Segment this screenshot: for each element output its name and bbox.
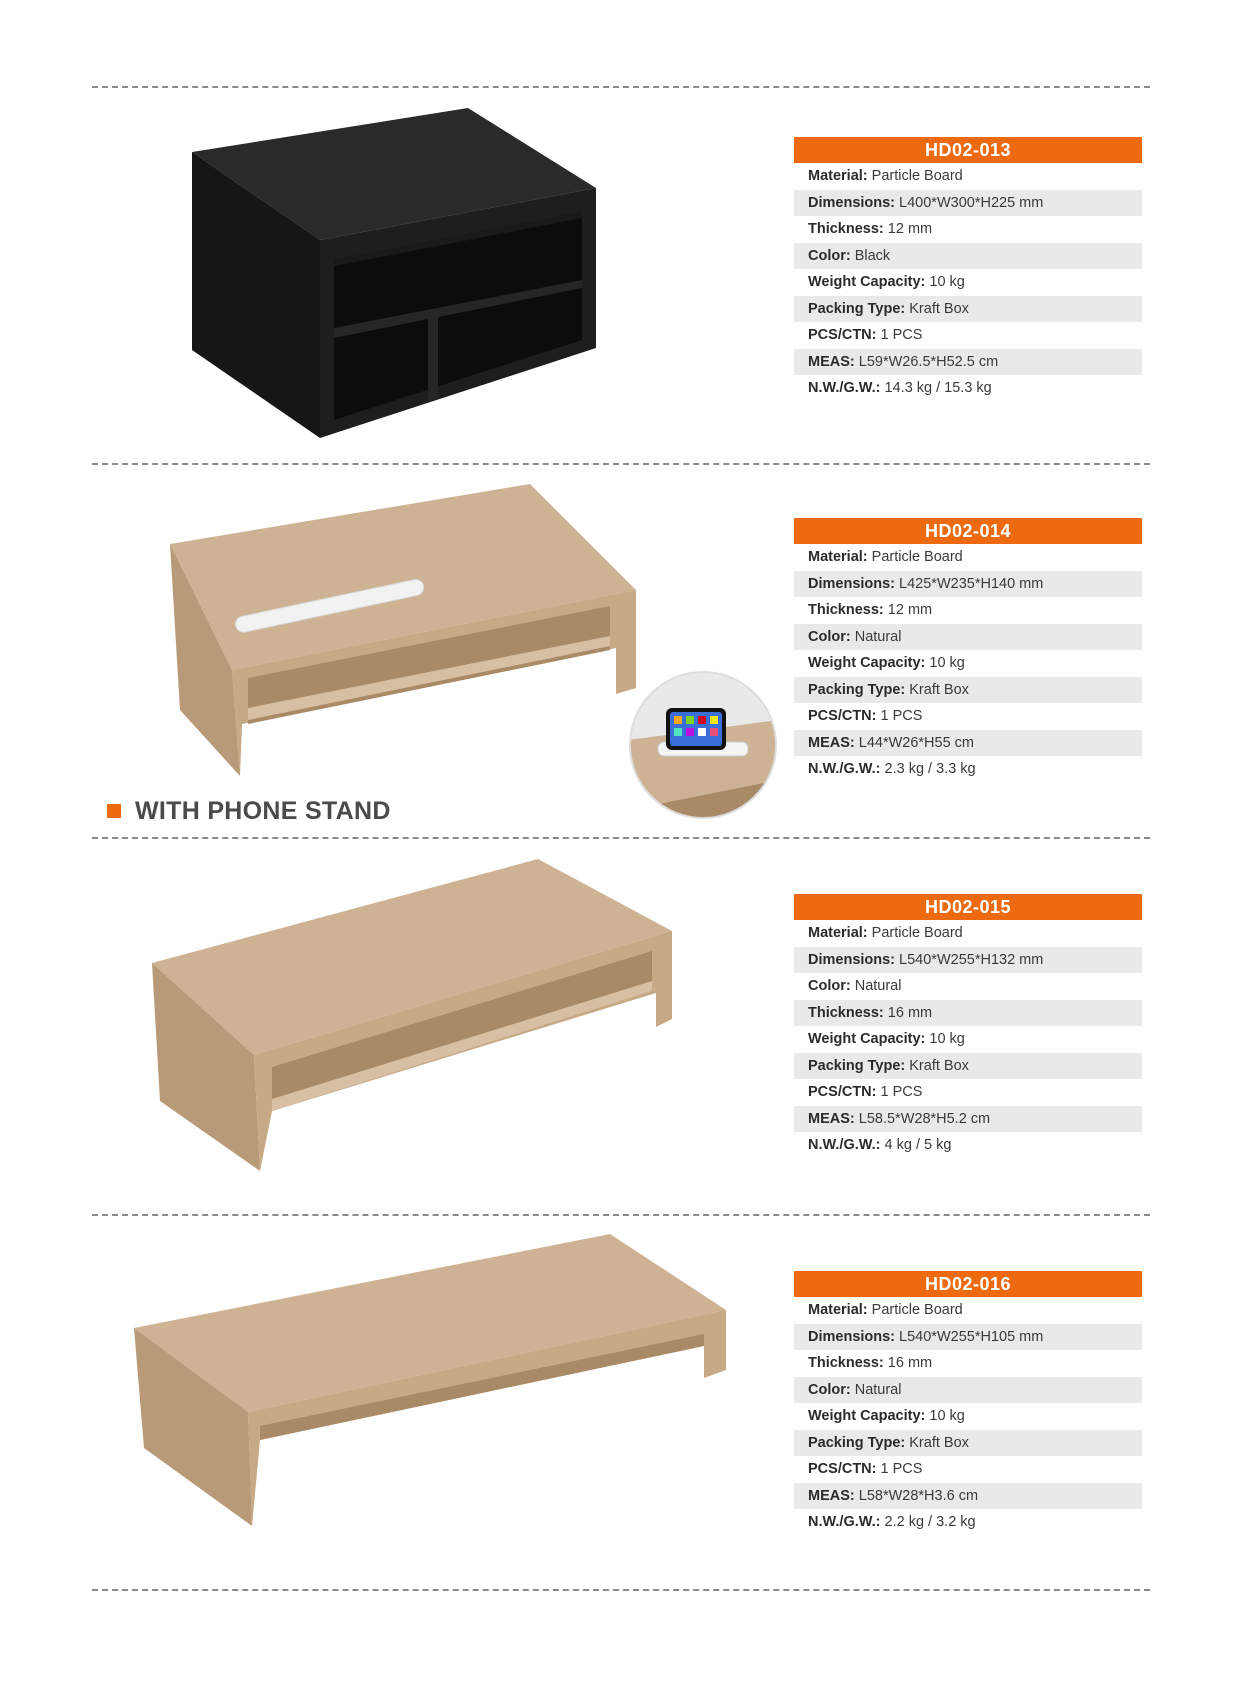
spec-row	[794, 1297, 1142, 1324]
spec-rows	[794, 920, 1142, 1159]
spec-label: Dimensions:	[808, 575, 896, 592]
spec-value: Particle Board	[871, 168, 963, 184]
spec-row	[794, 1350, 1142, 1377]
section-divider-1	[92, 86, 1150, 88]
spec-label: Weight Capacity:	[808, 274, 926, 290]
product-image-hd02-015	[148, 855, 678, 1175]
spec-value: 12 mm	[887, 221, 933, 237]
spec-row	[794, 296, 1142, 323]
spec-row	[794, 1000, 1142, 1027]
spec-row	[794, 730, 1142, 757]
spec-row	[794, 216, 1142, 243]
spec-value: 4 kg / 5 kg	[884, 1137, 952, 1153]
section-divider-5	[92, 1589, 1150, 1591]
spec-label: Packing Type:	[808, 1057, 906, 1074]
spec-label: PCS/CTN:	[808, 1084, 877, 1100]
spec-rows	[794, 163, 1142, 402]
spec-row	[794, 544, 1142, 571]
spec-label: Color:	[808, 247, 851, 264]
spec-label: N.W./G.W.:	[808, 761, 881, 777]
spec-label: Dimensions:	[808, 1328, 896, 1345]
spec-label: Material:	[808, 1302, 868, 1318]
spec-value: Natural	[854, 978, 902, 994]
spec-table-hd02-016	[794, 1271, 1142, 1536]
spec-row	[794, 1377, 1142, 1404]
section-divider-4	[92, 1214, 1150, 1216]
spec-label: PCS/CTN:	[808, 1461, 877, 1477]
spec-label: Color:	[808, 978, 851, 994]
product-image-hd02-014	[170, 480, 640, 780]
spec-value: Kraft Box	[909, 681, 969, 698]
spec-row	[794, 624, 1142, 651]
spec-value: L540*W255*H132 mm	[899, 951, 1044, 968]
phone-stand-detail-image	[628, 670, 778, 820]
spec-label: Weight Capacity:	[808, 1031, 926, 1047]
spec-label: Thickness:	[808, 1355, 884, 1371]
spec-row	[794, 920, 1142, 947]
spec-row	[794, 163, 1142, 190]
spec-value: Natural	[854, 1381, 902, 1398]
spec-value: 1 PCS	[880, 708, 923, 724]
spec-label: Dimensions:	[808, 951, 896, 968]
spec-label: Weight Capacity:	[808, 1408, 926, 1424]
spec-label: Material:	[808, 925, 868, 941]
spec-row	[794, 571, 1142, 598]
spec-row	[794, 349, 1142, 376]
spec-row	[794, 1026, 1142, 1053]
spec-value: 1 PCS	[880, 327, 923, 343]
spec-label: MEAS:	[808, 1110, 855, 1127]
spec-value: 10 kg	[929, 1031, 965, 1047]
spec-label: PCS/CTN:	[808, 708, 877, 724]
spec-value: L58*W28*H3.6 cm	[858, 1487, 979, 1504]
spec-label: MEAS:	[808, 353, 855, 370]
spec-value: L58.5*W28*H5.2 cm	[858, 1110, 991, 1127]
spec-table-hd02-015	[794, 894, 1142, 1159]
spec-value: 2.2 kg / 3.2 kg	[884, 1514, 976, 1530]
spec-value: 2.3 kg / 3.3 kg	[884, 761, 976, 777]
spec-row	[794, 1324, 1142, 1351]
spec-value: L425*W235*H140 mm	[899, 575, 1044, 592]
spec-row	[794, 947, 1142, 974]
spec-row	[794, 1079, 1142, 1106]
spec-row	[794, 375, 1142, 402]
spec-table-hd02-013	[794, 137, 1142, 402]
spec-row	[794, 190, 1142, 217]
spec-value: 10 kg	[929, 274, 965, 290]
spec-value: L59*W26.5*H52.5 cm	[858, 353, 999, 370]
spec-table-hd02-014	[794, 518, 1142, 783]
spec-label: Thickness:	[808, 1004, 884, 1021]
section-divider-3	[92, 837, 1150, 839]
spec-row	[794, 756, 1142, 783]
spec-label: N.W./G.W.:	[808, 380, 881, 396]
spec-row	[794, 243, 1142, 270]
spec-label: N.W./G.W.:	[808, 1514, 881, 1530]
spec-value: L400*W300*H225 mm	[899, 194, 1044, 211]
product-image-hd02-016	[130, 1230, 730, 1530]
spec-value: 10 kg	[929, 1408, 965, 1424]
spec-value: Particle Board	[871, 1302, 963, 1318]
spec-value: 16 mm	[887, 1004, 933, 1021]
spec-row	[794, 1403, 1142, 1430]
spec-row	[794, 1430, 1142, 1457]
spec-value: Kraft Box	[909, 1057, 969, 1074]
phone-stand-note-text: WITH PHONE STAND	[135, 797, 391, 825]
spec-row	[794, 703, 1142, 730]
spec-row	[794, 1106, 1142, 1133]
product-code: HD02-015	[794, 894, 1142, 920]
spec-label: Dimensions:	[808, 194, 896, 211]
spec-value: Particle Board	[871, 925, 963, 941]
spec-rows	[794, 1297, 1142, 1536]
spec-value: 16 mm	[887, 1355, 933, 1371]
spec-label: MEAS:	[808, 1487, 855, 1504]
spec-value: Natural	[854, 628, 902, 645]
spec-row	[794, 322, 1142, 349]
spec-label: PCS/CTN:	[808, 327, 877, 343]
spec-value: L540*W255*H105 mm	[899, 1328, 1044, 1345]
product-code: HD02-013	[794, 137, 1142, 163]
spec-row	[794, 597, 1142, 624]
spec-label: Packing Type:	[808, 681, 906, 698]
spec-value: Kraft Box	[909, 300, 969, 317]
spec-row	[794, 1483, 1142, 1510]
spec-row	[794, 1456, 1142, 1483]
spec-row	[794, 1132, 1142, 1159]
spec-row	[794, 269, 1142, 296]
spec-label: MEAS:	[808, 734, 855, 751]
spec-label: Material:	[808, 549, 868, 565]
spec-row	[794, 973, 1142, 1000]
spec-label: Weight Capacity:	[808, 655, 926, 671]
spec-value: 1 PCS	[880, 1084, 923, 1100]
spec-value: Kraft Box	[909, 1434, 969, 1451]
product-image-hd02-013	[180, 100, 620, 445]
spec-row	[794, 1053, 1142, 1080]
spec-value: Black	[854, 247, 891, 264]
spec-row	[794, 650, 1142, 677]
spec-row	[794, 1509, 1142, 1536]
spec-label: Packing Type:	[808, 1434, 906, 1451]
spec-value: 1 PCS	[880, 1461, 923, 1477]
spec-value: 12 mm	[887, 602, 933, 618]
spec-label: Material:	[808, 168, 868, 184]
spec-label: Color:	[808, 628, 851, 645]
spec-label: Packing Type:	[808, 300, 906, 317]
spec-value: Particle Board	[871, 549, 963, 565]
spec-label: N.W./G.W.:	[808, 1137, 881, 1153]
spec-label: Color:	[808, 1381, 851, 1398]
orange-square-bullet-icon	[107, 804, 121, 818]
spec-label: Thickness:	[808, 602, 884, 618]
section-divider-2	[92, 463, 1150, 465]
product-code: HD02-014	[794, 518, 1142, 544]
spec-value: 10 kg	[929, 655, 965, 671]
spec-value: L44*W26*H55 cm	[858, 734, 975, 751]
spec-rows	[794, 544, 1142, 783]
spec-row	[794, 677, 1142, 704]
spec-value: 14.3 kg / 15.3 kg	[884, 380, 992, 396]
product-code: HD02-016	[794, 1271, 1142, 1297]
spec-label: Thickness:	[808, 221, 884, 237]
